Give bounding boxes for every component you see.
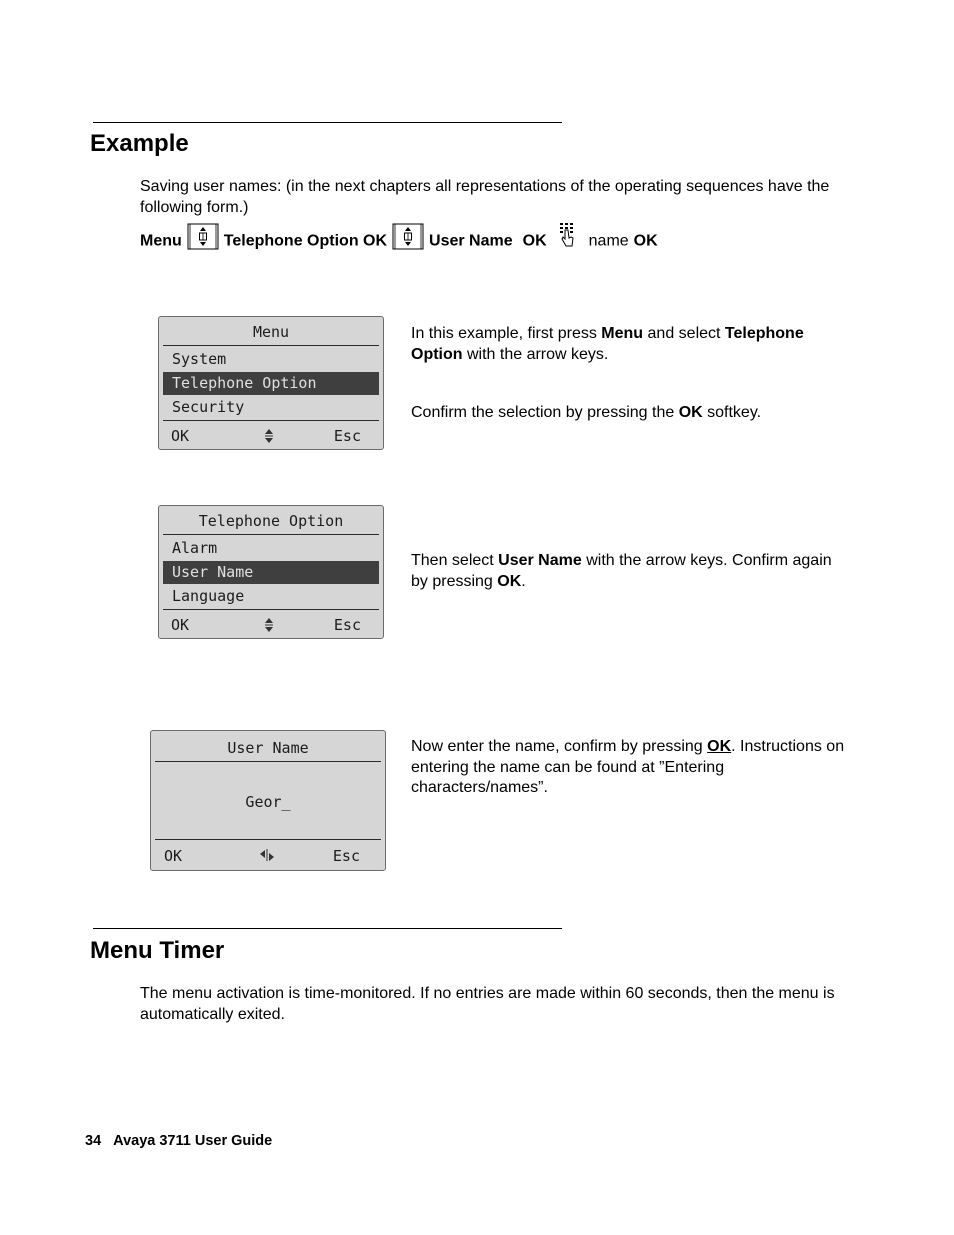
menu-timer-body: The menu activation is time-monitored. If no entries are made within 60 seconds, then the menu is automatically exited.: [140, 985, 835, 1023]
display-divider: [163, 609, 379, 610]
desc-step1-confirm: Confirm the selection by pressing the OK softkey.: [411, 404, 762, 421]
seq-ok-final: OK: [633, 232, 658, 250]
display-title: User Name: [227, 739, 309, 757]
softkey-esc: Esc: [333, 427, 361, 445]
softkey-esc: Esc: [333, 616, 361, 634]
desc-step1: In this example, first press Menu and select Telephone Option with the arrow keys.: [411, 325, 804, 363]
name-entry-text: Geor_: [245, 793, 291, 811]
display-divider: [163, 534, 379, 535]
heading-example: Example: [90, 130, 189, 157]
seq-menu: Menu: [140, 232, 182, 250]
display-row: System: [172, 350, 227, 368]
heading-menu-timer: Menu Timer: [90, 937, 225, 964]
softkey-ok: OK: [171, 616, 190, 634]
footer-title: Avaya 3711 User Guide: [113, 1133, 273, 1149]
seq-ok: OK: [522, 232, 547, 250]
arrow-keys-icon: [187, 223, 219, 261]
display-row-selected: Telephone Option: [163, 372, 379, 395]
page-footer: [85, 1133, 284, 1149]
softkey-ok: OK: [171, 427, 190, 445]
display-row-selected: User Name: [163, 561, 379, 584]
display-title: Telephone Option: [198, 512, 344, 530]
arrow-keys-icon: [392, 223, 424, 261]
display-divider: [163, 420, 379, 421]
seq-user-name: User Name: [429, 232, 513, 250]
left-right-arrow-icon: [258, 847, 276, 867]
phone-display-menu: [158, 316, 384, 450]
example-intro: Saving user names: (in the next chapters all representations of the operating sequences have the following form.): [140, 178, 830, 216]
operating-sequence: [140, 222, 658, 252]
seq-name: name: [588, 232, 629, 250]
up-down-arrow-icon: [263, 616, 275, 638]
display-row: Language: [172, 587, 245, 605]
display-divider: [155, 761, 381, 762]
seq-telephone-option-ok: Telephone Option OK: [223, 232, 388, 250]
keypad-hand-icon: [557, 222, 579, 261]
softkey-esc: Esc: [332, 847, 360, 865]
desc-step2: Then select User Name with the arrow keys. Confirm again by pressing OK.: [411, 552, 832, 590]
section-rule-example: [93, 122, 562, 123]
display-divider: [163, 345, 379, 346]
softkey-ok: OK: [164, 847, 183, 865]
desc-step3: Now enter the name, confirm by pressing OK. Instructions on entering the name can be found at ”Entering characters/names”.: [411, 738, 845, 796]
display-row: Alarm: [172, 539, 218, 557]
phone-display-user-name: [150, 730, 386, 871]
page-number: 34: [85, 1133, 102, 1149]
display-row: Security: [172, 398, 245, 416]
section-rule-menu-timer: [93, 928, 562, 929]
display-title: Menu: [252, 323, 290, 341]
display-divider: [155, 839, 381, 840]
phone-display-telephone-option: [158, 505, 384, 639]
up-down-arrow-icon: [263, 427, 275, 449]
